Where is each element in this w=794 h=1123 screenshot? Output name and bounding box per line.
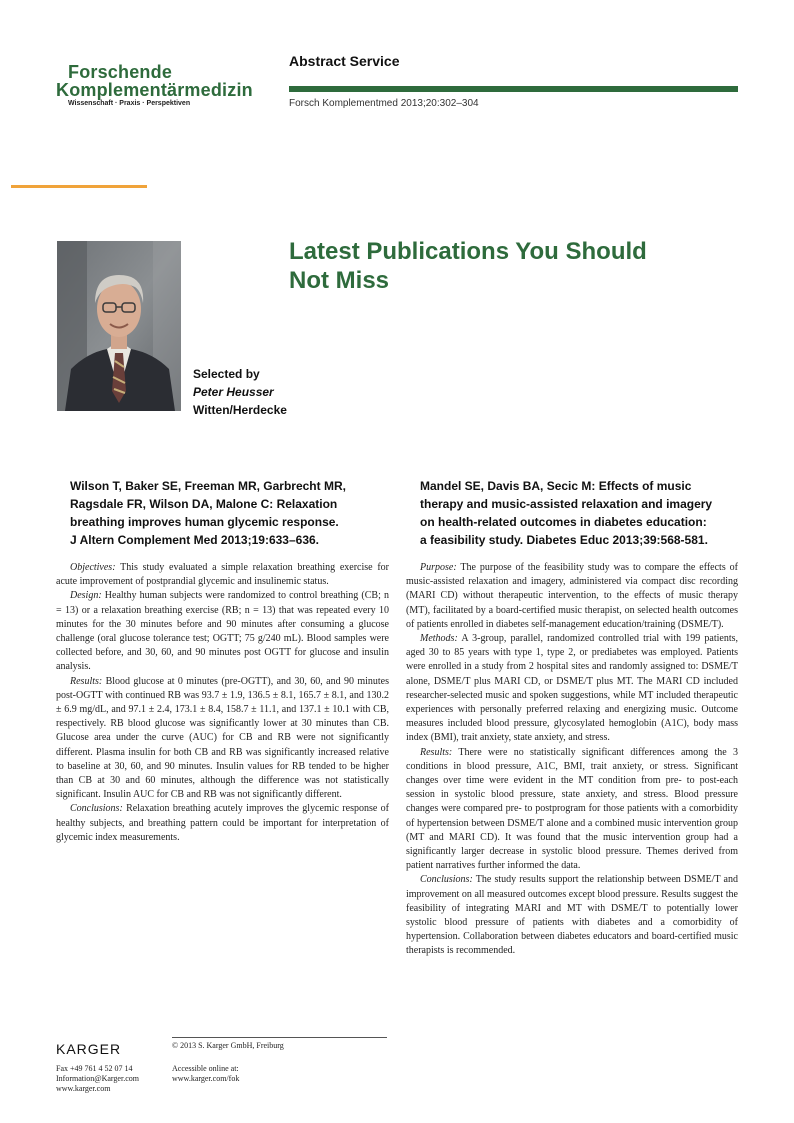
section-label: Conclusions:: [70, 803, 123, 815]
section-text: Blood glucose at 0 minutes (pre-OGTT), and 30, 60, and 90 minutes post-OGTT with continued RB was 93.7 ± 1.9, 136.5 ± 8.1, 165.7 ± 8.1, and 130.2 ± 6.9 mg/dL, and 97.1 ± 2.4, 173.1 ± 8.4, 158.7 ± 11.1, and 137.1 ± 10.1 with CB, respectively. RB blood glucose was significantly lower at 30 minutes than CB. Glucose area under the curve (AUC) for CB and RB were not significantly different. Plasma insulin for both CB and RB was significantly increased relative to baseline at 30, 60, and 90 minutes. Insulin values for RB tended to be higher than CB at 30 and 60 minutes, although the difference was not statistically significant. Insulin AUC for CB and RB was not significantly different.: [56, 675, 389, 801]
header-rule: [289, 86, 738, 92]
website-link[interactable]: www.karger.com: [56, 1084, 111, 1093]
author-portrait: [57, 241, 181, 411]
section-text: There were no statistically significant differences among the 3 conditions in blood pressure, A1C, BMI, trait anxiety, or stress. Significant changes over time were evident in the MT condition from pre- to post-each session in systolic blood pressure, state anxiety, and stress. Blood pressure changes were compared pre- to postprogram for those patients with a comorbidity of hypertension between DSME/T alone and a combined music intervention group (MT and MARI CD). It was found that the music intervention group had a significantly larger decrease in systolic blood pressure. Themes derived from patient narratives further informed the data.: [406, 746, 738, 872]
section-text: The study results support the relationship between DSME/T and improvement on all measured outcomes except blood pressure. Results suggest the feasibility of integrating MARI and MT with DSME/T to potentially lower systolic blood pressure of patients with diabetes and a comorbidity of hypertension. Collaboration between diabetes educators and board-certified music therapists is recommended.: [406, 874, 738, 957]
article-1-title: [70, 477, 375, 549]
publisher-logo: KARGER: [56, 1041, 122, 1057]
headline-line2: Not Miss: [289, 267, 390, 294]
selector-location: Witten/Herdecke: [193, 403, 287, 417]
selector-name: Peter Heusser: [193, 385, 274, 399]
accent-rule: [11, 185, 147, 188]
article-title-line: Ragsdale FR, Wilson DA, Malone C: Relaxation: [70, 497, 338, 511]
abstract-paragraph: [406, 873, 738, 958]
journal-tagline: Wissenschaft · Praxis · Perspektiven: [68, 100, 191, 107]
section-text: A 3-group, parallel, randomized controlled trial with 199 patients, aged 30 to 85 years with type 1, type 2, or prediabetes was employed. Patients were enrolled in a study from 2 hospital sites and randomly assigned to: DSME/T alone, DSME/T plus MARI CD, or DSME/T plus MT. The MARI CD included researcher-selected music and spoken suggestions, while MT included therapeutic experiences with personally preferred relaxing and energizing music. Outcome measures included blood pressure, glycosylated hemoglobin (A1C), body mass index (BMI), trait anxiety, state anxiety, and stress.: [406, 633, 738, 744]
abstract-paragraph: [406, 561, 738, 632]
abstract-paragraph: [56, 802, 389, 845]
article-title-line: Wilson T, Baker SE, Freeman MR, Garbrecht MR,: [70, 479, 346, 493]
section-label: Design:: [70, 590, 102, 602]
section-label: Conclusions:: [420, 874, 473, 886]
section-text: Relaxation breathing acutely improves the glycemic response of healthy subjects, and breathing pattern could be important for interpretation of glycemic index measurements.: [56, 803, 389, 843]
abstract-paragraph: [56, 589, 389, 674]
article-2-title: [420, 477, 740, 549]
selected-by-block: [193, 365, 287, 419]
headline-line1: Latest Publications You Should: [289, 238, 647, 265]
footer-rule: [172, 1037, 387, 1038]
accessible-url-link[interactable]: www.karger.com/fok: [172, 1074, 240, 1083]
article-title-line: a feasibility study. Diabetes Educ 2013;39:568-581.: [420, 533, 708, 547]
section-label: Results:: [420, 746, 453, 758]
article-2-abstract: [406, 561, 738, 959]
abstract-paragraph: [56, 675, 389, 803]
section-label: Objectives:: [70, 562, 116, 573]
journal-name-line1: Forschende: [68, 62, 173, 82]
email-link[interactable]: Information@Karger.com: [56, 1074, 139, 1083]
abstract-paragraph: [406, 746, 738, 874]
page-headline: [289, 237, 709, 295]
article-title-line: J Altern Complement Med 2013;19:633–636.: [70, 533, 319, 547]
journal-name-line2: Komplementärmedizin: [56, 80, 253, 100]
article-title-line: on health-related outcomes in diabetes education:: [420, 515, 707, 529]
journal-citation: Forsch Komplementmed 2013;20:302–304: [289, 98, 479, 109]
abstract-paragraph: [406, 632, 738, 746]
selected-label: Selected by: [193, 367, 260, 381]
article-1-abstract: [56, 561, 389, 845]
section-text: Healthy human subjects were randomized to control breathing (CB; n = 13) or a relaxation breathing exercise (RB; n = 13) that was repeated every 10 minutes for the 30 minutes before and 90 minutes after consuming a glucose challenge (oral glucose tolerance test; OGTT; 75 g/240 mL). Blood samples were collected before, and 30, 60, and 90 minutes post OGTT for glucose and insulin analysis.: [56, 590, 389, 673]
fax: Fax +49 761 4 52 07 14: [56, 1064, 133, 1073]
section-label: Purpose:: [420, 562, 457, 573]
section-text: This study evaluated a simple relaxation breathing exercise for acute improvement of postprandial glycemic and insulinemic status.: [56, 562, 389, 588]
copyright: © 2013 S. Karger GmbH, Freiburg: [172, 1041, 284, 1050]
abstract-paragraph: [56, 561, 389, 589]
article-title-line: therapy and music-assisted relaxation and imagery: [420, 497, 713, 511]
online-access: [172, 1064, 239, 1084]
article-title-line: Mandel SE, Davis BA, Secic M: Effects of music: [420, 479, 692, 493]
article-title-line: breathing improves human glycemic response.: [70, 515, 339, 529]
section-label: Results:: [70, 675, 103, 687]
section-text: The purpose of the feasibility study was to compare the effects of music-assisted relaxation and imagery, administered via compact disc recording (MARI CD) without therapeutic intervention, to the effects of music therapy (MT), facilitated by a board-certified music therapist, on selected health outcomes of patients enrolled in diabetes self-management education/training (DSME/T).: [406, 562, 738, 630]
section-title: Abstract Service: [289, 53, 400, 69]
section-label: Methods:: [420, 633, 458, 645]
publisher-contact: [56, 1064, 139, 1094]
accessible-label: Accessible online at:: [172, 1064, 239, 1073]
